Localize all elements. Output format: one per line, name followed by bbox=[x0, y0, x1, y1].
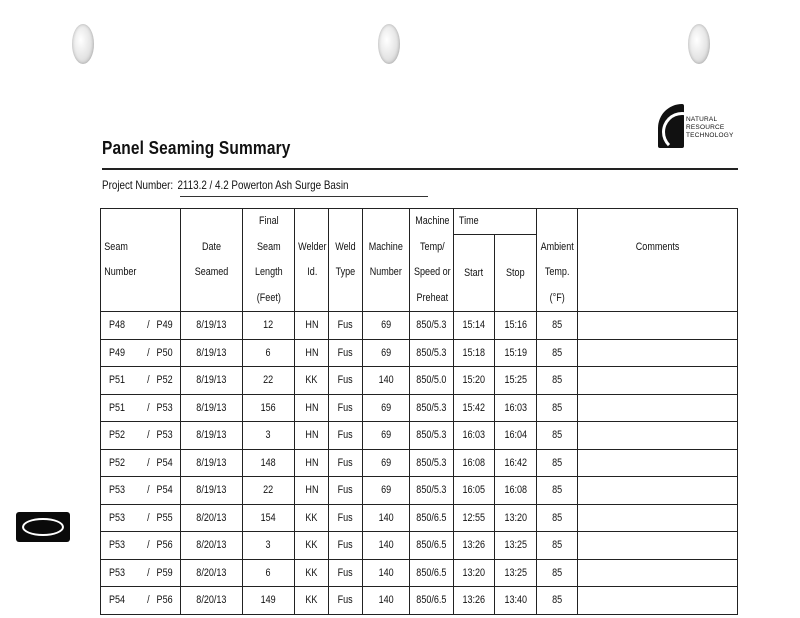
cell-machine-number: 140 bbox=[362, 587, 410, 615]
table-row bbox=[101, 394, 738, 422]
binder-hole-left bbox=[72, 24, 94, 64]
cell-machine-number: 69 bbox=[362, 312, 410, 340]
project-number-label: Project Number: bbox=[102, 178, 174, 192]
cell-ambient-temp: 85 bbox=[537, 532, 578, 560]
seam-separator: / bbox=[147, 319, 150, 332]
seam-panel-a: P51 bbox=[109, 401, 126, 414]
cell-comments bbox=[577, 587, 737, 615]
table-row bbox=[101, 312, 738, 340]
cell-date-seamed: 8/19/13 bbox=[181, 312, 243, 340]
cell-time-start: 15:20 bbox=[453, 367, 494, 395]
cell-time-stop: 16:03 bbox=[494, 394, 537, 422]
seam-panel-a: P49 bbox=[109, 346, 126, 359]
cell-welder-id: HN bbox=[294, 312, 328, 340]
cell-time-stop: 15:25 bbox=[494, 367, 537, 395]
cell-time-stop: 15:16 bbox=[494, 312, 537, 340]
logo-line: NATURAL bbox=[686, 116, 718, 123]
cell-welder-id: KK bbox=[294, 587, 328, 615]
cell-welder-id: KK bbox=[294, 367, 328, 395]
cell-seam-length: 3 bbox=[242, 422, 294, 450]
cell-weld-type: Fus bbox=[329, 449, 362, 477]
seam-panel-a: P51 bbox=[109, 374, 126, 387]
cell-seam-number bbox=[101, 312, 181, 340]
cell-machine-temp: 850/5.3 bbox=[410, 312, 454, 340]
company-logo bbox=[658, 104, 738, 152]
cell-comments bbox=[577, 339, 737, 367]
cell-ambient-temp: 85 bbox=[537, 312, 578, 340]
cell-date-seamed: 8/19/13 bbox=[181, 339, 243, 367]
cell-time-start: 15:42 bbox=[453, 394, 494, 422]
cell-ambient-temp: 85 bbox=[537, 477, 578, 505]
table-row bbox=[101, 339, 738, 367]
cell-machine-number: 69 bbox=[362, 339, 410, 367]
cell-ambient-temp: 85 bbox=[537, 339, 578, 367]
cell-ambient-temp: 85 bbox=[537, 367, 578, 395]
table-body bbox=[101, 312, 738, 615]
cell-date-seamed: 8/19/13 bbox=[181, 422, 243, 450]
cell-ambient-temp: 85 bbox=[537, 559, 578, 587]
cell-seam-length: 3 bbox=[242, 532, 294, 560]
cell-seam-number bbox=[101, 559, 181, 587]
cell-time-stop: 16:08 bbox=[494, 477, 537, 505]
cell-machine-number: 140 bbox=[362, 532, 410, 560]
cell-seam-number bbox=[101, 477, 181, 505]
cell-machine-number: 140 bbox=[362, 504, 410, 532]
cell-machine-number: 69 bbox=[362, 422, 410, 450]
cell-seam-length: 6 bbox=[242, 339, 294, 367]
cell-date-seamed: 8/19/13 bbox=[181, 449, 243, 477]
binder-hole-right bbox=[688, 24, 710, 64]
cell-welder-id: HN bbox=[294, 449, 328, 477]
cell-seam-number bbox=[101, 367, 181, 395]
seam-separator: / bbox=[147, 401, 150, 414]
cell-weld-type: Fus bbox=[329, 532, 362, 560]
seam-separator: / bbox=[147, 456, 150, 469]
cell-time-start: 13:26 bbox=[453, 532, 494, 560]
col-header-comments: Comments bbox=[577, 209, 737, 312]
cell-comments bbox=[577, 449, 737, 477]
cell-time-start: 12:55 bbox=[453, 504, 494, 532]
cell-welder-id: HN bbox=[294, 394, 328, 422]
cell-comments bbox=[577, 477, 737, 505]
logo-line: TECHNOLOGY bbox=[686, 132, 734, 139]
table-row bbox=[101, 559, 738, 587]
col-header-welder-id: Welder Id. bbox=[294, 209, 328, 312]
cell-machine-number: 140 bbox=[362, 559, 410, 587]
cell-comments bbox=[577, 504, 737, 532]
seam-separator: / bbox=[147, 539, 150, 552]
cell-time-start: 16:03 bbox=[453, 422, 494, 450]
seam-panel-b: P59 bbox=[156, 566, 173, 579]
table-row bbox=[101, 367, 738, 395]
cell-machine-number: 69 bbox=[362, 477, 410, 505]
seam-separator: / bbox=[147, 511, 150, 524]
cell-seam-number bbox=[101, 504, 181, 532]
cell-machine-temp: 850/6.5 bbox=[410, 532, 454, 560]
cell-time-stop: 15:19 bbox=[494, 339, 537, 367]
cell-time-stop: 13:25 bbox=[494, 559, 537, 587]
cell-welder-id: KK bbox=[294, 504, 328, 532]
cell-comments bbox=[577, 532, 737, 560]
cell-seam-length: 149 bbox=[242, 587, 294, 615]
cell-machine-temp: 850/5.3 bbox=[410, 394, 454, 422]
cell-seam-length: 156 bbox=[242, 394, 294, 422]
cell-seam-number bbox=[101, 339, 181, 367]
seam-panel-a: P52 bbox=[109, 456, 126, 469]
col-header-machine-number: Machine Number bbox=[362, 209, 410, 312]
project-number-line bbox=[102, 178, 348, 192]
logo-mark-icon bbox=[658, 104, 684, 148]
seam-panel-b: P56 bbox=[156, 539, 173, 552]
col-header-start: Start bbox=[453, 235, 494, 312]
cell-time-start: 13:26 bbox=[453, 587, 494, 615]
seam-panel-b: P52 bbox=[156, 374, 173, 387]
cell-welder-id: KK bbox=[294, 532, 328, 560]
seaming-table bbox=[100, 208, 738, 615]
seam-panel-a: P54 bbox=[109, 594, 126, 607]
cell-date-seamed: 8/19/13 bbox=[181, 394, 243, 422]
seam-panel-b: P54 bbox=[156, 456, 173, 469]
binder-hole-center bbox=[378, 24, 400, 64]
cell-machine-temp: 850/5.3 bbox=[410, 477, 454, 505]
cell-machine-number: 69 bbox=[362, 449, 410, 477]
cell-seam-number bbox=[101, 532, 181, 560]
col-header-date-seamed: Date Seamed bbox=[181, 209, 243, 312]
clip-ring-icon bbox=[22, 518, 64, 536]
cell-seam-number bbox=[101, 587, 181, 615]
seam-panel-b: P53 bbox=[156, 429, 173, 442]
col-header-ambient-temp: Ambient Temp. (°F) bbox=[537, 209, 578, 312]
cell-weld-type: Fus bbox=[329, 394, 362, 422]
col-header-machine-temp: Machine Temp/ Speed or Preheat bbox=[410, 209, 454, 312]
cell-welder-id: KK bbox=[294, 559, 328, 587]
cell-ambient-temp: 85 bbox=[537, 394, 578, 422]
project-number-value: 2113.2 / 4.2 Powerton Ash Surge Basin bbox=[177, 178, 349, 192]
title-divider bbox=[102, 168, 738, 170]
cell-time-start: 15:18 bbox=[453, 339, 494, 367]
cell-comments bbox=[577, 367, 737, 395]
seam-panel-b: P53 bbox=[156, 401, 173, 414]
cell-comments bbox=[577, 422, 737, 450]
table-header bbox=[101, 209, 738, 312]
cell-time-start: 15:14 bbox=[453, 312, 494, 340]
cell-ambient-temp: 85 bbox=[537, 449, 578, 477]
cell-seam-length: 22 bbox=[242, 367, 294, 395]
cell-weld-type: Fus bbox=[329, 587, 362, 615]
page-title: Panel Seaming Summary bbox=[102, 138, 291, 158]
seam-separator: / bbox=[147, 429, 150, 442]
cell-weld-type: Fus bbox=[329, 339, 362, 367]
cell-date-seamed: 8/19/13 bbox=[181, 367, 243, 395]
seam-panel-a: P53 bbox=[109, 484, 126, 497]
cell-weld-type: Fus bbox=[329, 504, 362, 532]
cell-welder-id: HN bbox=[294, 339, 328, 367]
cell-date-seamed: 8/19/13 bbox=[181, 477, 243, 505]
cell-weld-type: Fus bbox=[329, 422, 362, 450]
cell-comments bbox=[577, 312, 737, 340]
cell-machine-number: 69 bbox=[362, 394, 410, 422]
seam-panel-b: P55 bbox=[156, 511, 173, 524]
seam-panel-a: P53 bbox=[109, 566, 126, 579]
cell-weld-type: Fus bbox=[329, 312, 362, 340]
cell-seam-length: 22 bbox=[242, 477, 294, 505]
cell-seam-number bbox=[101, 394, 181, 422]
seam-separator: / bbox=[147, 594, 150, 607]
seam-panel-b: P49 bbox=[156, 319, 173, 332]
cell-date-seamed: 8/20/13 bbox=[181, 504, 243, 532]
cell-time-start: 13:20 bbox=[453, 559, 494, 587]
cell-comments bbox=[577, 559, 737, 587]
cell-seam-length: 148 bbox=[242, 449, 294, 477]
cell-machine-temp: 850/6.5 bbox=[410, 504, 454, 532]
table-row bbox=[101, 504, 738, 532]
cell-weld-type: Fus bbox=[329, 367, 362, 395]
col-header-seam-number: Seam Number bbox=[101, 209, 181, 312]
seam-separator: / bbox=[147, 346, 150, 359]
cell-time-start: 16:08 bbox=[453, 449, 494, 477]
cell-weld-type: Fus bbox=[329, 559, 362, 587]
cell-welder-id: HN bbox=[294, 422, 328, 450]
cell-time-stop: 13:25 bbox=[494, 532, 537, 560]
logo-line: RESOURCE bbox=[686, 124, 725, 131]
seam-panel-b: P56 bbox=[156, 594, 173, 607]
cell-machine-number: 140 bbox=[362, 367, 410, 395]
col-header-seam-length: Final Seam Length (Feet) bbox=[242, 209, 294, 312]
binder-clip bbox=[16, 512, 70, 542]
table-row bbox=[101, 532, 738, 560]
cell-machine-temp: 850/6.5 bbox=[410, 559, 454, 587]
cell-machine-temp: 850/6.5 bbox=[410, 587, 454, 615]
cell-comments bbox=[577, 394, 737, 422]
cell-seam-length: 154 bbox=[242, 504, 294, 532]
logo-wordmark bbox=[686, 116, 734, 140]
cell-machine-temp: 850/5.3 bbox=[410, 339, 454, 367]
table-row bbox=[101, 449, 738, 477]
cell-welder-id: HN bbox=[294, 477, 328, 505]
cell-ambient-temp: 85 bbox=[537, 587, 578, 615]
seam-panel-a: P53 bbox=[109, 511, 126, 524]
seam-separator: / bbox=[147, 484, 150, 497]
table-row bbox=[101, 587, 738, 615]
col-header-time: Time bbox=[453, 209, 536, 235]
seam-panel-a: P48 bbox=[109, 319, 126, 332]
cell-time-start: 16:05 bbox=[453, 477, 494, 505]
cell-time-stop: 16:04 bbox=[494, 422, 537, 450]
cell-seam-length: 12 bbox=[242, 312, 294, 340]
seam-panel-a: P53 bbox=[109, 539, 126, 552]
cell-time-stop: 13:40 bbox=[494, 587, 537, 615]
cell-ambient-temp: 85 bbox=[537, 504, 578, 532]
col-header-stop: Stop bbox=[494, 235, 537, 312]
table-row bbox=[101, 477, 738, 505]
table-row bbox=[101, 422, 738, 450]
seam-panel-b: P54 bbox=[156, 484, 173, 497]
seam-separator: / bbox=[147, 566, 150, 579]
cell-weld-type: Fus bbox=[329, 477, 362, 505]
cell-time-stop: 16:42 bbox=[494, 449, 537, 477]
cell-seam-length: 6 bbox=[242, 559, 294, 587]
cell-ambient-temp: 85 bbox=[537, 422, 578, 450]
cell-seam-number bbox=[101, 422, 181, 450]
project-number-underline bbox=[180, 196, 428, 197]
seam-separator: / bbox=[147, 374, 150, 387]
cell-machine-temp: 850/5.3 bbox=[410, 422, 454, 450]
seam-panel-a: P52 bbox=[109, 429, 126, 442]
cell-machine-temp: 850/5.3 bbox=[410, 449, 454, 477]
cell-date-seamed: 8/20/13 bbox=[181, 559, 243, 587]
col-header-weld-type: Weld Type bbox=[329, 209, 362, 312]
cell-time-stop: 13:20 bbox=[494, 504, 537, 532]
cell-date-seamed: 8/20/13 bbox=[181, 532, 243, 560]
seam-panel-b: P50 bbox=[156, 346, 173, 359]
cell-machine-temp: 850/5.0 bbox=[410, 367, 454, 395]
cell-seam-number bbox=[101, 449, 181, 477]
cell-date-seamed: 8/20/13 bbox=[181, 587, 243, 615]
